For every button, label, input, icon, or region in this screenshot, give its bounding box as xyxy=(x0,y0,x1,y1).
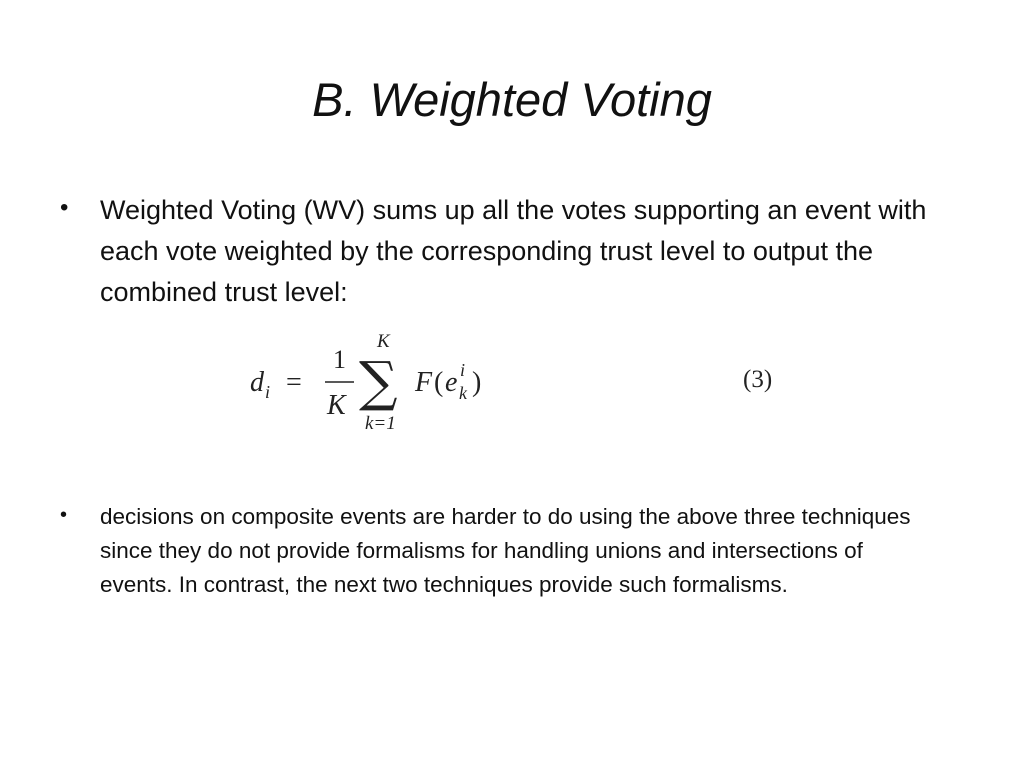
eq-arg-sub: k xyxy=(459,383,467,403)
eq-frac-denominator: K xyxy=(327,390,346,421)
bullet-text: Weighted Voting (WV) sums up all the votes supporting an event with each vote weighted by the corresponding trust level to output the combined trust level: xyxy=(100,195,927,307)
bullet-item xyxy=(60,500,940,602)
equation-number: (3) xyxy=(743,366,773,393)
equation-formula xyxy=(248,330,788,440)
bullet-marker: • xyxy=(60,194,69,221)
eq-func: F xyxy=(415,367,433,398)
eq-sum-symbol: ∑ xyxy=(359,350,398,413)
bullet-marker: • xyxy=(60,504,68,526)
eq-lhs-sub: i xyxy=(265,382,271,402)
eq-frac-numerator: 1 xyxy=(333,345,346,374)
eq-arg-close: ) xyxy=(472,367,482,398)
eq-arg-sup: i xyxy=(460,360,466,380)
slide-title: B. Weighted Voting xyxy=(312,73,712,126)
eq-sum-upper: K xyxy=(377,331,390,352)
eq-arg-var: e xyxy=(445,367,458,398)
eq-lhs-var: d xyxy=(250,367,264,398)
equation xyxy=(248,330,788,440)
bullet-item xyxy=(60,190,940,313)
eq-sum-lower: k=1 xyxy=(365,413,396,434)
bullet-text: decisions on composite events are harder to do using the above three techniques since they do not provide formalisms for handling unions and intersections of events. In contrast, the next two techniques provide such formalisms. xyxy=(100,504,911,597)
eq-equals: = xyxy=(286,367,302,398)
eq-arg-open: ( xyxy=(434,367,444,398)
